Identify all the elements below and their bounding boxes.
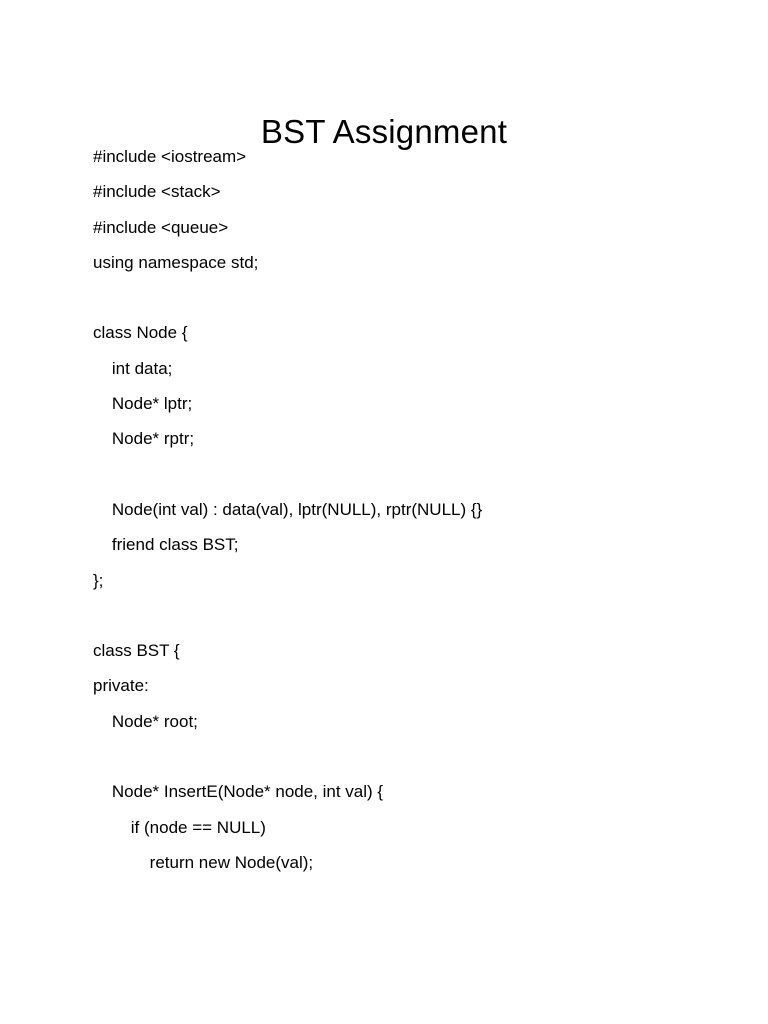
code-line: int data; <box>93 358 173 378</box>
code-line: if (node == NULL) <box>93 817 266 837</box>
code-line: Node* lptr; <box>93 394 193 414</box>
code-block <box>93 139 733 880</box>
code-line <box>93 457 733 492</box>
code-line: }; <box>93 570 104 590</box>
code-line: Node* InsertE(Node* node, int val) { <box>93 782 384 802</box>
code-line: return new Node(val); <box>93 852 314 872</box>
code-line: class Node { <box>93 323 188 343</box>
code-line: Node* rptr; <box>93 429 195 449</box>
code-line: Node(int val) : data(val), lptr(NULL), rptr(NULL) {} <box>93 499 483 519</box>
code-line <box>93 739 733 774</box>
code-line: private: <box>93 676 149 696</box>
code-line: using namespace std; <box>93 252 259 272</box>
code-line: #include <queue> <box>93 217 229 237</box>
code-line: #include <stack> <box>93 182 221 202</box>
code-line: friend class BST; <box>93 535 239 555</box>
document-title: BST Assignment <box>260 113 508 151</box>
code-line: #include <iostream> <box>93 147 247 166</box>
code-line: class BST { <box>93 641 180 661</box>
code-line <box>93 280 733 315</box>
code-line: Node* root; <box>93 711 198 731</box>
code-line <box>93 598 733 633</box>
